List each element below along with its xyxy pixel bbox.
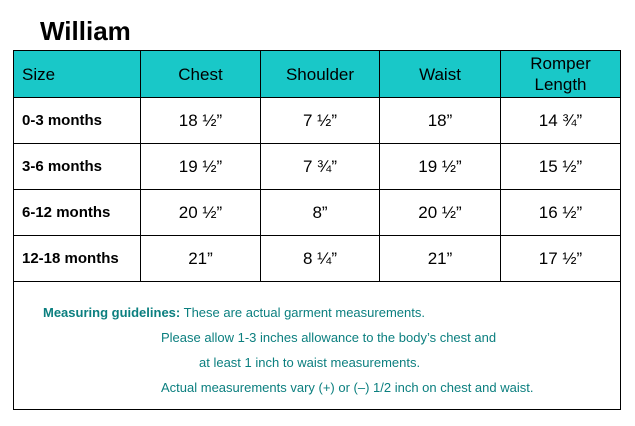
- guideline-line-1: [43, 305, 425, 321]
- waist-cell: 19 ½”: [380, 144, 501, 190]
- header-length-label: Length: [534, 75, 587, 94]
- guideline-line-3: at least 1 inch to waist measurements.: [199, 355, 421, 370]
- guideline-line-2: Please allow 1-3 inches allowance to the body’s chest and: [161, 330, 497, 345]
- shoulder-cell: 7 ¾”: [261, 144, 380, 190]
- size-cell: 3-6 months: [14, 144, 141, 190]
- guideline-heading: Measuring guidelines:: [43, 305, 181, 320]
- guideline-line-4: Actual measurements vary (+) or (–) 1/2 inch on chest and waist.: [161, 380, 534, 395]
- header-row: [14, 51, 621, 98]
- size-table: [13, 50, 621, 282]
- romper-length-cell: 15 ½”: [501, 144, 621, 190]
- header-romper-label: Romper: [530, 54, 591, 73]
- chest-cell: 21”: [141, 236, 261, 282]
- romper-length-cell: 16 ½”: [501, 190, 621, 236]
- table-row: [14, 236, 621, 282]
- waist-cell: 20 ½”: [380, 190, 501, 236]
- shoulder-cell: 8 ¼”: [261, 236, 380, 282]
- header-shoulder: Shoulder: [261, 51, 380, 98]
- romper-length-cell: 17 ½”: [501, 236, 621, 282]
- chest-cell: 18 ½”: [141, 98, 261, 144]
- chest-cell: 19 ½”: [141, 144, 261, 190]
- table-row: [14, 144, 621, 190]
- waist-cell: 21”: [380, 236, 501, 282]
- romper-length-cell: 14 ¾”: [501, 98, 621, 144]
- chest-cell: 20 ½”: [141, 190, 261, 236]
- header-waist: Waist: [380, 51, 501, 98]
- measuring-guidelines: [14, 282, 620, 410]
- shoulder-cell: 8”: [261, 190, 380, 236]
- shoulder-cell: 7 ½”: [261, 98, 380, 144]
- table-row: [14, 98, 621, 144]
- size-cell: 6-12 months: [14, 190, 141, 236]
- waist-cell: 18”: [380, 98, 501, 144]
- guideline-text-1: These are actual garment measurements.: [180, 305, 425, 320]
- size-chart: [13, 50, 621, 410]
- header-romper-length: [501, 51, 621, 98]
- chart-title: William: [40, 16, 131, 46]
- size-cell: 0-3 months: [14, 98, 141, 144]
- table-row: [14, 190, 621, 236]
- size-cell: 12-18 months: [14, 236, 141, 282]
- header-size: Size: [14, 51, 141, 98]
- header-chest: Chest: [141, 51, 261, 98]
